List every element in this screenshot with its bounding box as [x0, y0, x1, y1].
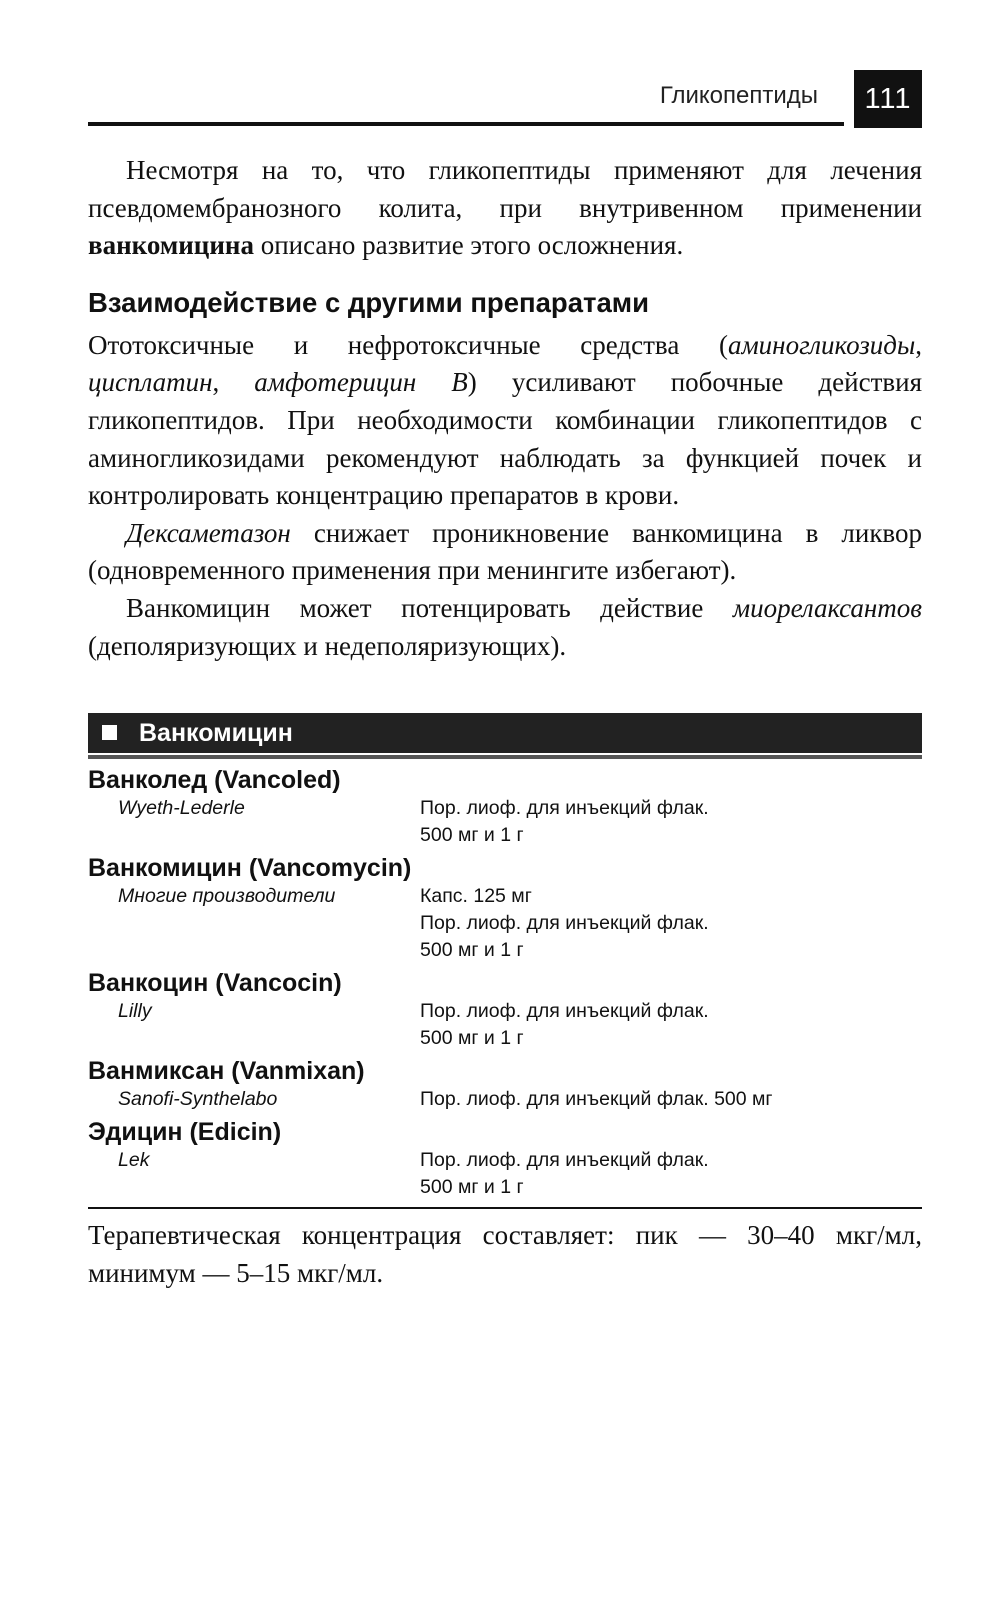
drug-entry: [88, 1056, 922, 1113]
drug-form-line: Пор. лиоф. для инъекций флак. 500 мг: [420, 1088, 773, 1111]
drug-form-line: 500 мг и 1 г: [420, 1027, 524, 1050]
drug-manufacturer: Многие производители: [118, 885, 336, 908]
drug-forms: [420, 883, 709, 964]
para2-cisplatin: цисплатин: [88, 367, 213, 398]
drug-forms: [420, 1147, 709, 1201]
running-title: Гликопептиды: [659, 82, 818, 109]
book-page: [88, 70, 922, 1292]
drug-details: [88, 1147, 922, 1201]
paragraph-muscle-relaxants: [88, 590, 922, 665]
drug-name: Ванкомицин (Vancomycin): [88, 854, 412, 883]
para2-text-a: Ототоксичные и нефротоксичные средства (: [88, 329, 728, 360]
drug-list: [88, 765, 922, 1209]
drug-name: Ванкоцин (Vancocin): [88, 969, 342, 998]
para2-text-g: ) усиливают побочные действия гликопептидов. При необходимости комбинации гликопептидов с аминогликозидами рекомендуют наблюдать за функцией почек и контролировать концентрацию препаратов в крови.: [88, 367, 922, 511]
para3-text-b: снижает проникновение ванкомицина в ликвор (одновременного применения при менингите избегают).: [88, 517, 922, 586]
drug-box-title: Ванкомицин: [139, 719, 293, 748]
drug-box-title-bar: [88, 713, 922, 755]
drug-form-line: Пор. лиоф. для инъекций флак.: [420, 912, 709, 935]
drug-details: [88, 883, 922, 964]
drug-form-line: Пор. лиоф. для инъекций флак.: [420, 1149, 709, 1172]
para4-text-a: Ванкомицин может потенцировать действие: [126, 592, 733, 623]
page-number: 111: [854, 70, 922, 128]
para1-text-c: описано развитие этого осложнения.: [253, 230, 684, 261]
drug-name: Ванмиксан (Vanmixan): [88, 1057, 365, 1086]
para1-text-a: Несмотря на то, что гликопептиды применяют для лечения псевдомембранозного колита, при внутривенном применении: [88, 155, 922, 223]
drug-form-line: 500 мг и 1 г: [420, 939, 524, 962]
drug-form-line: 500 мг и 1 г: [420, 1176, 524, 1199]
drug-name: Эдицин (Edicin): [88, 1118, 282, 1147]
para4-text-c: (деполяризующих и недеполяризующих).: [88, 630, 567, 661]
drug-entry: [88, 853, 922, 964]
drug-manufacturer: Lilly: [118, 1000, 152, 1023]
drug-details: [88, 1086, 922, 1113]
paragraph-pseudomembranous-colitis: [88, 152, 922, 265]
paragraph-therapeutic-concentration: Терапевтическая концентрация составляет: пик — 30–40 мкг/мл, минимум — 5–15 мкг/мл.: [88, 1220, 922, 1288]
drug-forms: [420, 998, 709, 1052]
para2-text-e: ,: [212, 367, 255, 398]
para1-drug-vancomycin: ванкомицина: [88, 230, 254, 261]
drug-manufacturer: Wyeth-Lederle: [118, 797, 245, 820]
section-heading-interactions: Взаимодействие с другими препаратами: [88, 286, 650, 318]
drug-name: Ванколед (Vancoled): [88, 766, 341, 795]
drug-entry: [88, 765, 922, 849]
drug-entry: [88, 968, 922, 1052]
drug-forms: [420, 795, 709, 849]
para2-aminoglycosides: аминогликозиды: [727, 329, 916, 360]
paragraph-ototoxic: [88, 327, 922, 515]
drug-details: [88, 795, 922, 849]
para4-muscle-relaxants: миорелаксантов: [732, 592, 922, 623]
running-header: [88, 70, 922, 130]
square-bullet-icon: [102, 725, 117, 740]
paragraph-dexamethasone: [88, 515, 922, 590]
drug-form-line: Пор. лиоф. для инъекций флак.: [420, 797, 709, 820]
para2-amphotericin: амфотерицин B: [254, 367, 468, 398]
drug-form-line: 500 мг и 1 г: [420, 824, 524, 847]
drug-entry: [88, 1117, 922, 1201]
drug-details: [88, 998, 922, 1052]
header-rule: [88, 122, 844, 126]
para3-dexamethasone: Дексаметазон: [126, 517, 291, 548]
drug-form-line: Пор. лиоф. для инъекций флак.: [420, 1000, 709, 1023]
drug-forms: [420, 1086, 773, 1113]
drug-manufacturer: Lek: [118, 1149, 150, 1172]
drug-form-line: Капс. 125 мг: [420, 885, 532, 908]
para2-text-c: ,: [915, 329, 922, 360]
drug-manufacturer: Sanofi-Synthelabo: [118, 1088, 278, 1111]
